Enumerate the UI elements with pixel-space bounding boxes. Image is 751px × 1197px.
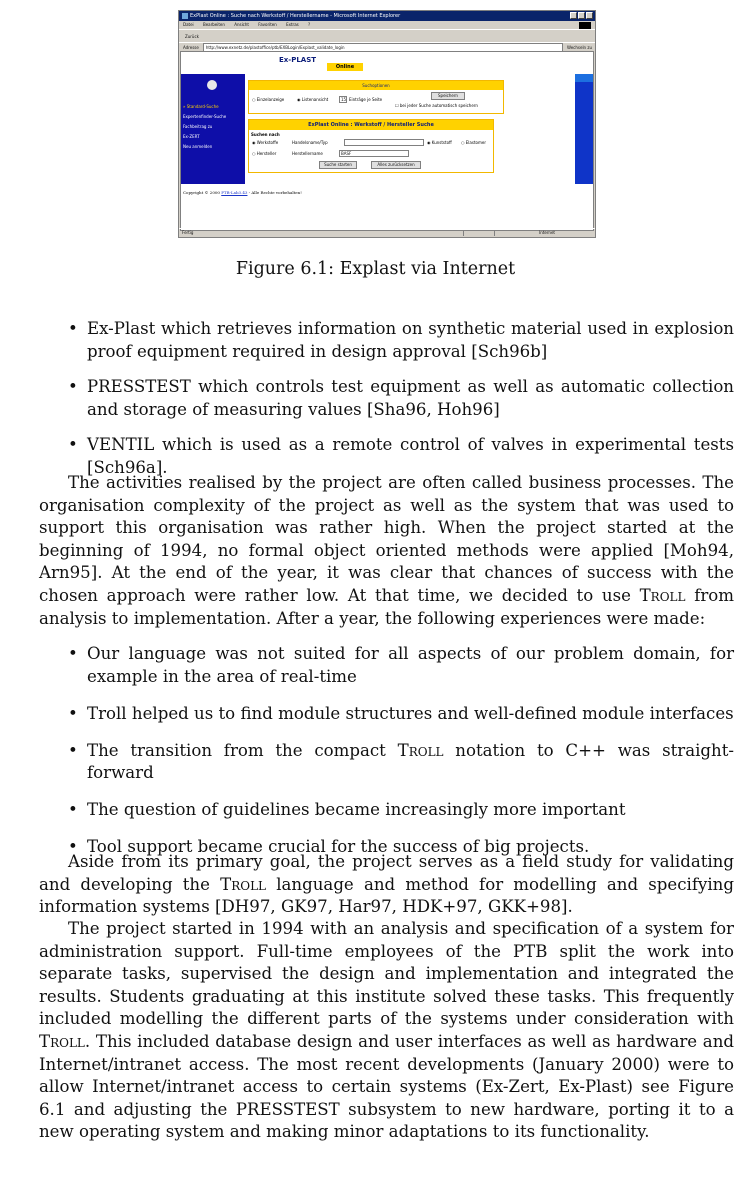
menu-item: Datei bbox=[183, 22, 194, 27]
window-title: ExPlast Online : Suche nach Werkstoff / Herstellername - Microsoft Internet Explorer bbox=[190, 13, 401, 19]
menu-item: Extras bbox=[286, 22, 299, 27]
address-field: http://www.exnetz.de/plastoffice/ptb/EXBLogin/Explast_validate_login bbox=[203, 43, 563, 52]
close-icon bbox=[586, 12, 593, 19]
radio-plastic: ◉ Kunststoff bbox=[427, 140, 452, 145]
minimize-icon bbox=[570, 12, 577, 19]
paragraph: Aside from its primary goal, the project serves as a field study for validating and developing the Troll language and method for modelling and specifying information systems [DH97, GK97, Har97, HDK+97, GKK+98]. bbox=[39, 852, 734, 917]
ie-window-icon bbox=[182, 13, 188, 19]
list-item: • Ex-Plast which retrieves information on synthetic material used in explosion proof equipment required in design approval [Sch96b] bbox=[68, 318, 734, 363]
trade-name-field bbox=[344, 139, 424, 146]
radio-material: ◉ Werkstoffe bbox=[252, 140, 279, 145]
site-sidebar bbox=[181, 74, 245, 184]
nav-item: Ex-ZERT bbox=[183, 134, 200, 139]
site-copyright: Copyright © 2000 PTB-Lab3.43 - Alle Rechte vorbehalten! bbox=[183, 190, 302, 195]
start-search-button: Suche starten bbox=[319, 161, 357, 169]
system-list bbox=[68, 318, 734, 480]
list-item: • PRESSTEST which controls test equipment as well as automatic collection and storage of measuring values [Sha96, Hoh96] bbox=[68, 376, 734, 421]
copyright-link: PTB-Lab3.43 bbox=[221, 190, 248, 195]
back-button: Zurück bbox=[185, 33, 199, 39]
auto-save-checkbox: ☐ bei jeder Suche automatisch speichern bbox=[395, 103, 478, 108]
status-bar bbox=[179, 228, 595, 237]
list-count-field: 15 bbox=[341, 97, 347, 102]
window-titlebar bbox=[179, 11, 595, 21]
search-options-heading: Suchoptionen bbox=[249, 81, 503, 90]
paragraph: The activities realised by the project are often called business processes. The organisation complexity of the project as well as the system that was used to support this organisation was rather high. When the project started at the beginning of 1994, no formal object oriented methods were applied [Moh94, Arn95]. At the end of the year, it was clear that chances of success with the chosen approach were rather low. At that time, we decided to use Troll from analysis to implementation. After a year, the following experiences were made: bbox=[39, 473, 734, 628]
reset-button: Alles zurücksetzen bbox=[371, 161, 421, 169]
search-options-panel bbox=[248, 80, 504, 114]
material-search-panel bbox=[248, 119, 494, 173]
browser-toolbar bbox=[179, 29, 595, 42]
site-logo: Ex-PLAST bbox=[279, 56, 317, 64]
maximize-icon bbox=[578, 12, 585, 19]
experience-list bbox=[68, 643, 734, 858]
address-label: Adresse bbox=[183, 45, 199, 50]
status-panes bbox=[463, 230, 495, 236]
nav-item: » Standard-Suche bbox=[183, 104, 219, 109]
maker-field: BASF bbox=[339, 150, 409, 157]
site-main bbox=[245, 74, 567, 184]
nav-item: Neu anmelden bbox=[183, 144, 213, 149]
menu-bar bbox=[179, 21, 595, 29]
list-item: • Our language was not suited for all aspects of our problem domain, for example in the area of real-time bbox=[68, 643, 734, 688]
radio-maker: ○ Hersteller bbox=[252, 151, 277, 156]
material-search-heading: ExPlast Online : Werkstoff / Hersteller Suche bbox=[249, 120, 493, 130]
ie-throbber-icon bbox=[579, 22, 591, 29]
paragraph: The project started in 1994 with an analysis and specification of a system for administration support. Full-time employees of the PTB split the work into separate tasks, supervised the design and implementation and integrated the results. Students graduating at this institute solved these tasks. This frequently included modelling the different parts of the systems under consideration with Troll. This included database design and user interfaces as well as hardware and Internet/intranet access. The most recent developments (January 2000) were to allow Internet/intranet access to certain systems (Ex-Zert, Ex-Plast) see Figure 6.1 and adjusting the PRESSTEST subsystem to new hardware, porting it to a new operating system and making minor adaptations to its functionality. bbox=[39, 919, 734, 1142]
figure-screenshot bbox=[178, 10, 596, 238]
radio-list: ◉ Listenansicht bbox=[297, 97, 329, 102]
figure-caption: Figure 6.1: Explast via Internet bbox=[235, 259, 516, 279]
menu-item: Favoriten bbox=[258, 22, 277, 27]
list-item: • Tool support became crucial for the success of big projects. bbox=[68, 836, 734, 859]
trade-name-label: Handelsname/Typ bbox=[292, 140, 328, 145]
list-item: • Troll helped us to find module structures and well-defined module interfaces bbox=[68, 703, 734, 726]
site-logo-badge: Online bbox=[327, 63, 363, 71]
window-controls bbox=[570, 12, 593, 19]
per-page-label: Einträge je Seite bbox=[349, 97, 383, 102]
status-text: Fertig bbox=[182, 230, 194, 235]
nav-item: Expertenfinder-Suche bbox=[183, 114, 227, 119]
list-item: • The transition from the compact Troll notation to C++ was straight-forward bbox=[68, 740, 734, 785]
site-header bbox=[181, 52, 593, 74]
radio-elastomer: ○ Elastomer bbox=[461, 140, 486, 145]
menu-item: Bearbeiten bbox=[202, 22, 225, 27]
go-button: Wechseln zu bbox=[566, 45, 592, 50]
nav-item: Fachbeitrag zu bbox=[183, 124, 213, 129]
search-by-label: Suchen nach bbox=[251, 132, 280, 137]
list-item: • The question of guidelines became increasingly more important bbox=[68, 799, 734, 822]
list-item: • VENTIL which is used as a remote control of valves in experimental tests [Sch96a]. bbox=[68, 434, 734, 479]
menu-item: ? bbox=[308, 22, 311, 27]
emblem-icon bbox=[207, 80, 217, 90]
browser-content bbox=[180, 51, 594, 231]
maker-label: Herstellername bbox=[292, 151, 323, 156]
save-button: Speichern bbox=[431, 92, 465, 100]
menu-item: Ansicht bbox=[234, 22, 249, 27]
status-zone: Internet bbox=[539, 230, 555, 235]
sidebar-accent bbox=[575, 74, 593, 82]
sidebar-right bbox=[575, 82, 593, 184]
radio-single: ○ Einzelanzeige bbox=[252, 97, 285, 102]
